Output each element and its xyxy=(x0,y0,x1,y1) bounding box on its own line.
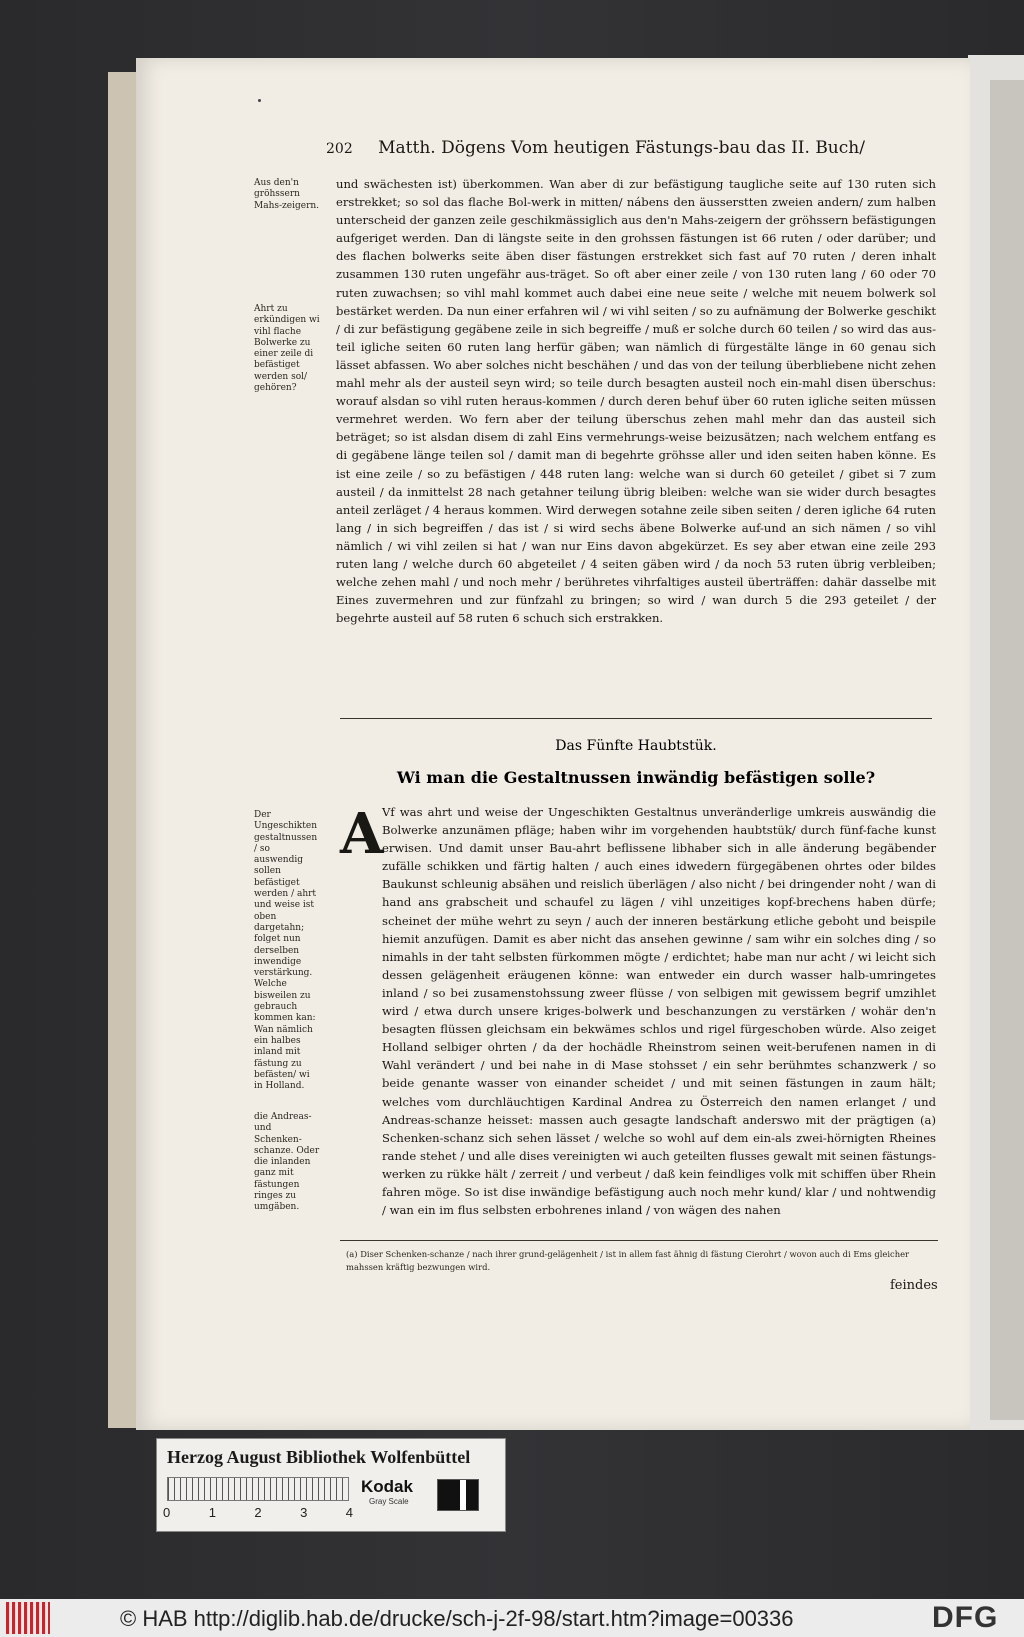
kodak-label: Kodak xyxy=(361,1477,413,1496)
footnote: (a) Diser Schenken-schanze / nach ihrer grund-gelägenheit / ist in allem fast ähnig di fästung Cierohrt / wovon auch di Ems gleicher mahssen kräftig bezwungen wird. xyxy=(346,1249,910,1272)
chapter-heading: Das Fünfte Haubtstük. xyxy=(555,738,717,754)
gray-scale-label: Gray Scale xyxy=(369,1497,409,1506)
ruler-number: 4 xyxy=(345,1505,353,1520)
body-paragraph: und swächesten ist) überkommen. Wan aber di zur befästigung taugliche seite auf 130 ruten sich erstrekket; so sol das flache Bol-werk in mitten/ nábens den äusserstten zweien andern/ zum halben unterscheid der ganzen zeile geschikmässiglich aus den'n Mahs-zeigern der gröhssern befästigungen aufgeriget werden. Dan di längste seite in den grohssen fästungen ist 66 ruten / oder darüber; und des flachen bolwerks seite äben diser fästungen erstrekket sich fast auf 70 ruten / deren inhalt zusammen 130 ruten ungefähr aus-träget. So oft aber einer zeile / von 130 ruten lang / 60 oder 70 ruten zuwachsen; so vihl mahl kommet auch dabei eine neue seite / welche mit neuem bolwerk sol bestärket werden. Da nun einer erfahren wil / wi vihl seiten / so zu aufnämung der Bolwerke geschikt / di zur befästigung gegäbene zeile in sich begreiffe / muß er solche durch 60 teilen / so wird das aus-teil igliche seiten 60 ruten lang herfür gäben; wan nämlich di fürgestälte länge in 60 genau sich lässet abfassen. Wo aber solches nicht beschähen / und das von der teilung überbliebene nicht zehen mahl mehr als der austeil seyn wird; so teile durch besagten austeil noch ein-mahl disen überschus: worauf alsdan so vihl ruten heraus-kommen / durch deren behuf über 60 ruten igliche seiten müssen vermehret werden. Wo fern aber der teilung überschus zehen mahl mehr dan das austeil sich beträget; so ist alsdan disem di zahl Eins vermehrungs-weise beizusätzen; nach welchem entfang es di gegäbene länge teilen sol / damit man di begehrte gröhsse aller und iden seiten haben könne. Es ist eine zeile / so zu befästigen / 448 ruten lang: welche wan si durch 60 geteilet / gibet si 7 zum austeil / da inmittelst 28 nach getahner teilung übrig bleiben: welche wan sie wider durch besagtes anteil zerläget / 4 heraus kommen. Wird derwegen sotahne zeile siben seiten / deren igliche 64 ruten lang / in sich begreiffen / das ist / si wird sechs äbene Bolwerke auf-und an sich nämen / so vihl nämlich / wi vihl zeilen si hat / wan nur Eins davon abgekürzet. Es sey aber etwan eine zeile 293 ruten lang / welche durch 60 abgeteilet / 4 seiten gäben wird / da noch 53 ruten übrig verbleiben; welche zehen mahl / und noch mehr / berühretes vihrfaltiges austeil überträffen: dahär dasselbe mit Eines zuvermehren und zur fünfzahl zu bringen; so wird / wan durch 5 die 293 geteilet / der begehrte austeil auf 58 ruten 6 schuch sich erstrakken. xyxy=(336,177,936,626)
margin-note: Aus den'n gröhssern Mahs-zeigern. xyxy=(254,178,320,211)
source-link[interactable]: © HAB http://diglib.hab.de/drucke/sch-j-2f-98/start.htm?image=00336 xyxy=(120,1606,794,1631)
facing-page-edge xyxy=(990,80,1024,1420)
chapter-title: Wi man die Gestaltnussen inwändig befästigen solle? xyxy=(396,768,876,787)
ruler-scale xyxy=(167,1477,349,1501)
body-paragraph: Vf was ahrt und weise der Ungeschikten Gestaltnus unveränderlige umkreis auswändig die Bolwerke anzunämen pfläge; haben wihr im vorgehenden haubtstük/ durch fünf-fache kunst erwisen. Und damit unser Bau-ahrt beflissene libhaber sich in alle änderung begäbender zufälle schikken und färtig halten / auch eines idwedern fürgegäbenen ohrtes oder bildes Baukunst schleunig absähen und reislich überlägen / also nicht / bei dringender noht / wan di hand ans grabscheit und schaufel zu lägen / vihl unzeitiges kopf-brechens haben dürfe; scheinet der mühe wehrt zu seyn / auch der inneren bestärkung etliche geboht und beispile hiemit anzufügen. Damit es aber nicht das ansehen gewinne / sam wihr ein solches ding / so nimahls in der taht selbsten fürkommen mögte / erdichtet; habe man nur acht / wi leicht sich dessen gelägenheit eräugenen könne: wan entweder ein durch wasser halb-umringetes inland / so bei zusamenstohssung zweer flüsse / von selbigen mit gewissem begrif umzihlet wird / etwa durch unsere kriges-bolwerk und beschanzungen zu verstärken / wohär den'n besagten flüssen gleichsam ein bekwämes schlos und rigel fürgeschoben würde. Also zeiget Holland selbiger ohrten / da der hochädle Rheinstrom seinen weit-berufenen namen in di Wahl verändert / und bei nahe in di Mase stohsset / ein sehr berühmtes schanzwerk / so beide genante wasser von einander scheidet / und mit seinen fästungen in zaum hält; welches vom durchläuchtigen Kardinal Andrea zu Österreich den namen erlanget / und Andreas-schanze heisset: massen auch gesagte landschaft anderswo mit der prägtigen (a) Schenken-schanz sich sehen lässet / welche so wohl auf dem ein-als zwei-hörnigten Rheines rande stehet / und alle dises vereinigten wi auch geteilten flusses gewalt mit seinen fästungs-werken zu rükke hält / zerreit / und verbeut / daß kein feindliges volk mit schiffen über Rhein fahren möge. So ist dise inwändige befästigung auch noch mehr kund/ klar / und nohtwendig / wan ein im flus selbsten erbohrenes inland / von wägen des nahen xyxy=(382,805,936,1218)
running-header xyxy=(326,138,866,158)
catchword: feindes xyxy=(890,1278,938,1293)
margin-note: Der Ungeschikten gestaltnussen / so auswendig sollen befästiget werden / ahrt und weise ist oben dargetahn; folget nun derselben inwendige verstärkung. Welche bisweilen zu gebrauch kommen kan: Wan nämlich ein halbes inland mit fästung zu befästen/ wi in Holland. xyxy=(254,810,318,1092)
page-mark xyxy=(258,99,261,102)
library-name: Herzog August Bibliothek Wolfenbüttel xyxy=(167,1447,471,1467)
ruler-number: 2 xyxy=(254,1505,262,1520)
ruler-number: 3 xyxy=(300,1505,308,1520)
page-number: 202 xyxy=(326,141,353,157)
section-rule xyxy=(340,718,932,719)
running-title: Matth. Dögens Vom heutigen Fästungs-bau das II. Buch/ xyxy=(378,138,865,158)
page-fore-edge xyxy=(108,72,138,1428)
ruler-numbers xyxy=(163,1505,353,1520)
margin-note: Ahrt zu erkündigen wi vihl flache Bolwerke zu einer zeile di befästiget werden sol/ gehören? xyxy=(254,304,320,394)
dfg-logo: DFG xyxy=(932,1601,999,1634)
drop-cap: A xyxy=(340,801,384,867)
gray-swatch xyxy=(437,1479,479,1511)
color-calibration-card xyxy=(156,1438,506,1532)
ruler-number: 1 xyxy=(208,1505,216,1520)
footnote-rule xyxy=(340,1240,938,1241)
ruler-number: 0 xyxy=(163,1505,171,1520)
hab-logo-icon xyxy=(6,1602,50,1634)
margin-note: die Andreas- und Schenken-schanze. Oder die inlanden ganz mit fästungen ringes zu umgäben. xyxy=(254,1112,320,1213)
